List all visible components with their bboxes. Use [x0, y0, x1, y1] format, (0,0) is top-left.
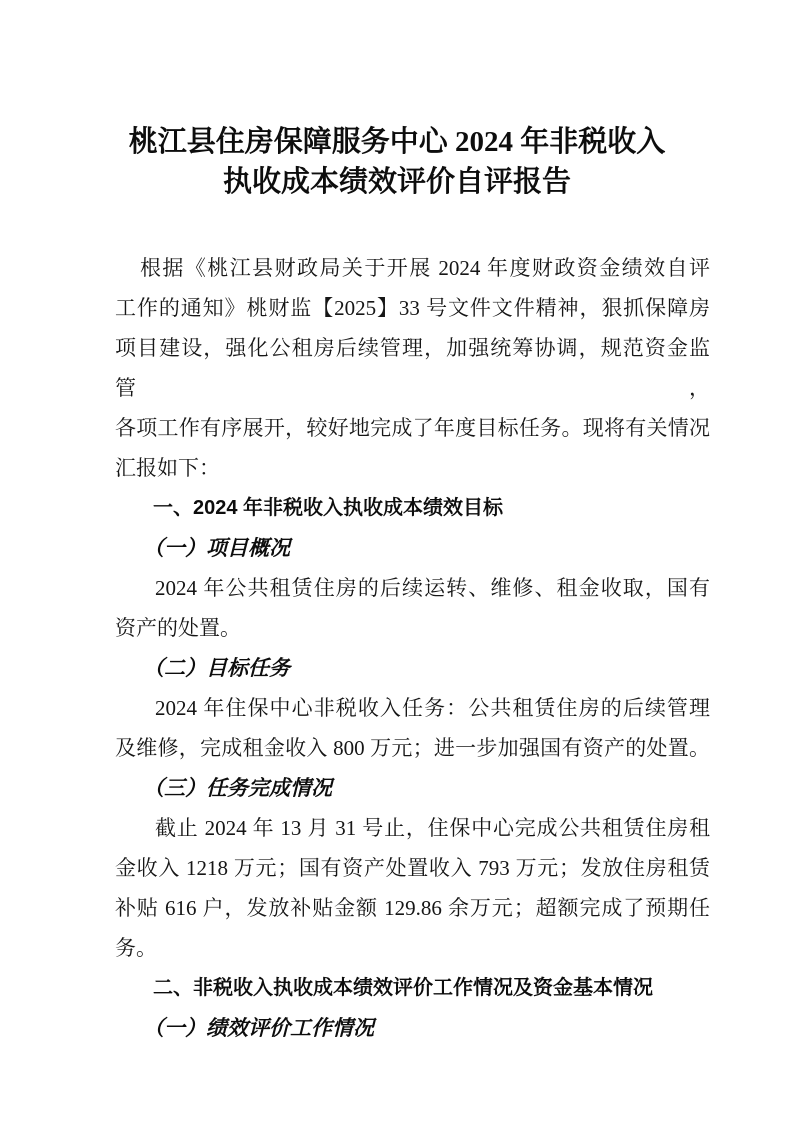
doc-title: [0, 0, 794, 202]
intro-paragraph-line: 项目建设，强化公租房后续管理，加强统筹协调，规范资金监管，: [115, 336, 710, 400]
intro-paragraph-line: 各项工作有序展开，较好地完成了年度目标任务。现将有关情况: [115, 416, 710, 440]
task-completion-line: 务。: [115, 936, 157, 960]
section-2-heading: 二、非税收入执收成本绩效评价工作情况及资金基本情况: [153, 977, 653, 999]
section-1-subheading-3: （三）任务完成情况: [143, 776, 332, 800]
project-overview-line: 资产的处置。: [115, 616, 241, 640]
intro-paragraph-line: 工作的通知》桃财监【2025】33 号文件文件精神，狠抓保障房: [115, 296, 710, 320]
doc-title-line-1: 桃江县住房保障服务中心 2024 年非税收入: [128, 126, 666, 158]
doc-title-line-2: 执收成本绩效评价自评报告: [222, 166, 571, 198]
doc-body: [0, 248, 794, 1048]
section-2-subheading-1: （一）绩效评价工作情况: [143, 1016, 374, 1040]
section-1-heading: 一、2024 年非税收入执收成本绩效目标: [153, 497, 504, 519]
section-1-subheading-2: （二）目标任务: [143, 656, 290, 680]
target-task-line: 2024 年住保中心非税收入任务：公共租赁住房的后续管理: [155, 696, 710, 720]
project-overview-line: 2024 年公共租赁住房的后续运转、维修、租金收取，国有: [155, 576, 710, 600]
intro-paragraph-line: 根据《桃江县财政局关于开展 2024 年度财政资金绩效自评: [140, 256, 710, 280]
target-task-line: 及维修，完成租金收入 800 万元；进一步加强国有资产的处置。: [115, 736, 710, 760]
task-completion-line: 金收入 1218 万元；国有资产处置收入 793 万元；发放住房租赁: [115, 856, 710, 880]
task-completion-line: 补贴 616 户，发放补贴金额 129.86 余万元；超额完成了预期任: [115, 896, 710, 920]
section-1-subheading-1: （一）项目概况: [143, 536, 290, 560]
task-completion-line: 截止 2024 年 13 月 31 号止，住保中心完成公共租赁住房租: [155, 816, 710, 840]
intro-paragraph-line: 汇报如下：: [115, 456, 220, 480]
